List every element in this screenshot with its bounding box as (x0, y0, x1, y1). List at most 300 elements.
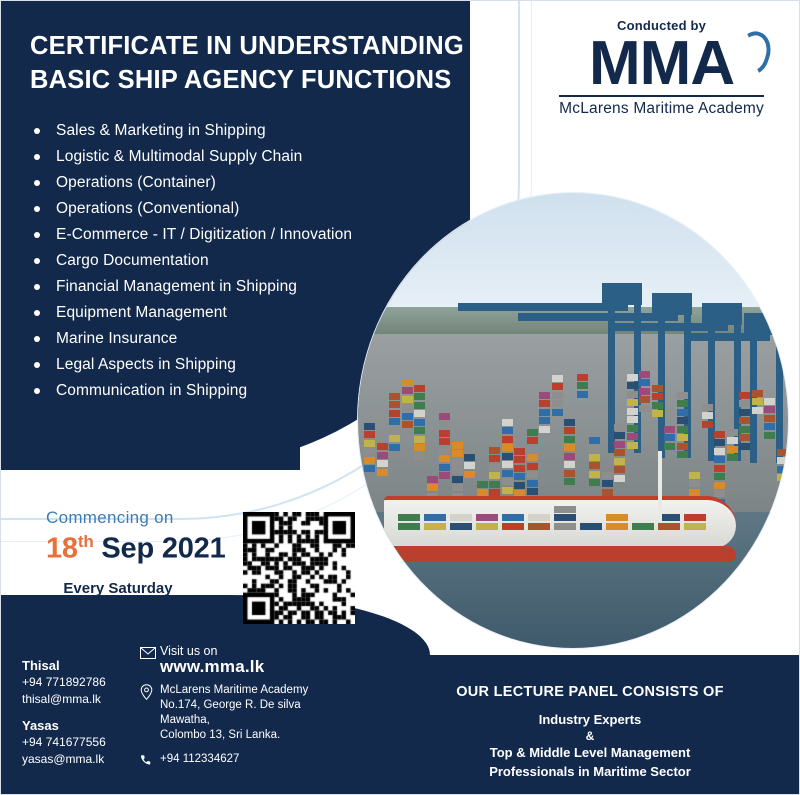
container-box (752, 398, 763, 405)
container-box (502, 427, 513, 434)
container-box (614, 458, 625, 465)
container-box (364, 457, 375, 464)
page-title (30, 30, 500, 97)
container-box (489, 481, 500, 488)
visit-label: Visit us on (160, 644, 218, 658)
container-box (514, 448, 525, 455)
container-box (502, 419, 513, 426)
crane-leg (776, 333, 783, 463)
container-box (554, 506, 576, 513)
container-box (389, 435, 400, 442)
container-box (614, 449, 625, 456)
container-box (402, 421, 413, 428)
container-box (527, 446, 538, 453)
container-stack (702, 402, 713, 428)
container-box (664, 426, 675, 433)
container-box (614, 432, 625, 439)
container-box (764, 432, 775, 439)
contact-item (22, 657, 106, 708)
container-box (539, 400, 550, 407)
container-box (377, 443, 388, 450)
container-box (539, 417, 550, 424)
container-box (527, 454, 538, 461)
container-box (627, 382, 638, 389)
container-box (502, 461, 513, 468)
container-box (652, 410, 663, 417)
container-box (477, 489, 488, 496)
container-box (439, 430, 450, 437)
map-pin-icon (140, 683, 160, 701)
container-box (414, 436, 425, 443)
container-box (714, 448, 725, 455)
module-list-item: Cargo Documentation (30, 248, 460, 274)
container-box (764, 406, 775, 413)
container-box (627, 408, 638, 415)
container-box (739, 434, 750, 441)
container-box (564, 478, 575, 485)
container-box (627, 399, 638, 406)
container-box (752, 407, 763, 414)
container-box (652, 393, 663, 400)
container-box (639, 405, 650, 412)
mma-logo (559, 29, 764, 98)
commencing-day-suffix: th (77, 532, 94, 551)
container-box (552, 392, 563, 399)
ship-mast (658, 451, 662, 521)
container-stack (764, 396, 775, 439)
container-box (589, 437, 600, 444)
container-box (589, 479, 600, 486)
module-list-item: E-Commerce - IT / Digitization / Innovation (30, 222, 460, 248)
container-box (377, 435, 388, 442)
contact-phone[interactable]: +94 741677556 (22, 735, 106, 749)
container-box (450, 523, 472, 530)
container-box (677, 400, 688, 407)
container-box (714, 431, 725, 438)
container-box (439, 447, 450, 454)
container-box (377, 460, 388, 467)
container-box (627, 374, 638, 381)
container-stack (627, 372, 638, 449)
container-box (539, 426, 550, 433)
address-line-3: Colombo 13, Sri Lanka. (160, 729, 281, 741)
module-list-item: Operations (Container) (30, 170, 460, 196)
container-box (564, 461, 575, 468)
container-box (777, 466, 788, 473)
container-box (502, 478, 513, 485)
contact-phone[interactable]: +94 771892786 (22, 675, 106, 689)
container-box (739, 417, 750, 424)
container-box (627, 442, 638, 449)
container-box (577, 391, 588, 398)
lecture-panel-amp: & (585, 729, 595, 743)
container-box (714, 439, 725, 446)
container-box (414, 453, 425, 460)
page-title-line-1: CERTIFICATE IN UNDERSTANDING (30, 32, 464, 60)
container-box (777, 449, 788, 456)
container-box (727, 454, 738, 461)
container-box (439, 472, 450, 479)
container-box (614, 441, 625, 448)
container-box (502, 453, 513, 460)
address-row (140, 683, 350, 743)
container-box (539, 409, 550, 416)
container-box (452, 442, 463, 449)
schedule-block (58, 580, 178, 633)
container-box (439, 464, 450, 471)
ship-deck-container-stack (554, 504, 576, 530)
container-box (489, 447, 500, 454)
container-box (664, 443, 675, 450)
module-list-item: Communication in Shipping (30, 378, 460, 404)
container-box (389, 418, 400, 425)
container-stack (527, 427, 538, 495)
qr-code-icon[interactable] (243, 512, 355, 624)
container-box (452, 484, 463, 491)
container-box (464, 462, 475, 469)
ship-deck-container-stack (580, 521, 602, 530)
address-line-1: McLarens Maritime Academy (160, 684, 309, 696)
container-box (439, 413, 450, 420)
container-box (639, 396, 650, 403)
container-box (564, 436, 575, 443)
contact-email[interactable]: thisal@mma.lk (22, 692, 101, 706)
container-box (564, 419, 575, 426)
ship-deck-container-stack (424, 513, 446, 530)
container-box (627, 416, 638, 423)
commencing-block (46, 508, 226, 566)
container-box (414, 419, 425, 426)
container-box (602, 489, 613, 496)
container-box (450, 514, 472, 521)
container-box (527, 480, 538, 487)
visit-website-row[interactable] (140, 644, 350, 674)
mma-logo-subtitle: McLarens Maritime Academy (559, 95, 764, 118)
container-box (527, 488, 538, 495)
envelope-icon (140, 644, 160, 662)
container-box (739, 426, 750, 433)
container-stack (464, 452, 475, 478)
module-list-item: Sales & Marketing in Shipping (30, 118, 460, 144)
container-box (739, 409, 750, 416)
module-list-item: Financial Management in Shipping (30, 274, 460, 300)
container-box (677, 417, 688, 424)
container-box (727, 446, 738, 453)
phone-icon (140, 752, 160, 770)
container-box (752, 390, 763, 397)
schedule-duration: Duration - 4 months (60, 618, 176, 633)
contact-item (22, 717, 106, 768)
container-box (702, 404, 713, 411)
schedule-time: 9 am - 12 pm (79, 600, 157, 615)
container-box (564, 470, 575, 477)
container-box (439, 455, 450, 462)
container-box (689, 480, 700, 487)
container-box (414, 444, 425, 451)
container-box (528, 523, 550, 530)
container-box (639, 388, 650, 395)
container-box (402, 413, 413, 420)
conducted-by-label: Conducted by (617, 18, 707, 33)
container-box (777, 474, 788, 481)
container-box (727, 429, 738, 436)
container-box (714, 473, 725, 480)
container-box (689, 489, 700, 496)
container-box (452, 459, 463, 466)
container-box (527, 463, 538, 470)
ship-deck-container-stack (476, 513, 498, 530)
container-box (502, 487, 513, 494)
commencing-month-year: Sep 2021 (101, 532, 226, 565)
container-box (564, 453, 575, 460)
container-box (714, 465, 725, 472)
container-box (689, 472, 700, 479)
container-box (677, 409, 688, 416)
container-box (577, 374, 588, 381)
container-box (702, 412, 713, 419)
container-box (424, 523, 446, 530)
container-box (424, 514, 446, 521)
container-box (577, 382, 588, 389)
lecture-panel-line-1: Industry Experts (538, 712, 642, 727)
container-box (702, 421, 713, 428)
contact-list (22, 657, 106, 777)
crane-house (744, 313, 784, 335)
module-list-item: Legal Aspects in Shipping (30, 352, 460, 378)
container-stack (502, 417, 513, 494)
container-stack (552, 373, 563, 416)
container-box (452, 476, 463, 483)
container-box (377, 452, 388, 459)
container-box (627, 433, 638, 440)
container-box (727, 437, 738, 444)
container-stack (439, 411, 450, 479)
module-list-item: Marine Insurance (30, 326, 460, 352)
module-list-item: Equipment Management (30, 300, 460, 326)
container-stack (364, 421, 375, 472)
container-box (677, 434, 688, 441)
container-box (589, 462, 600, 469)
container-box (606, 523, 628, 530)
container-box (677, 392, 688, 399)
container-box (489, 464, 500, 471)
container-stack (752, 388, 763, 414)
container-box (389, 444, 400, 451)
container-box (589, 454, 600, 461)
container-box (414, 410, 425, 417)
container-box (602, 472, 613, 479)
container-box (677, 451, 688, 458)
container-stack (564, 417, 575, 485)
crane-house (652, 293, 692, 315)
container-box (652, 402, 663, 409)
container-box (502, 444, 513, 451)
page-title-line-2: BASIC SHIP AGENCY FUNCTIONS (30, 65, 452, 94)
container-box (677, 443, 688, 450)
crane-house (702, 303, 742, 325)
container-box (739, 443, 750, 450)
container-stack (727, 427, 738, 461)
office-phone[interactable]: +94 112334627 (160, 753, 240, 765)
container-box (452, 450, 463, 457)
container-box (652, 385, 663, 392)
container-box (527, 437, 538, 444)
container-box (414, 427, 425, 434)
container-box (606, 514, 628, 521)
container-box (364, 448, 375, 455)
container-box (464, 471, 475, 478)
website-url[interactable]: www.mma.lk (160, 657, 265, 676)
container-box (739, 400, 750, 407)
ship-deck-container-stack (502, 513, 524, 530)
commencing-day: 18 (46, 532, 78, 565)
container-box (452, 467, 463, 474)
container-stack (577, 372, 588, 398)
module-list-item: Logistic & Multimodal Supply Chain (30, 144, 460, 170)
container-box (564, 444, 575, 451)
mma-logo-text: MMA (589, 29, 735, 98)
container-box (489, 489, 500, 496)
container-box (564, 427, 575, 434)
container-box (639, 379, 650, 386)
container-box (627, 425, 638, 432)
container-box (377, 469, 388, 476)
container-box (502, 514, 524, 521)
container-box (476, 514, 498, 521)
container-box (364, 423, 375, 430)
visit-info (140, 644, 350, 779)
container-box (389, 410, 400, 417)
container-box (514, 456, 525, 463)
ship-deck-container-stack (450, 513, 472, 530)
commencing-label: Commencing on (46, 508, 174, 527)
contact-email[interactable]: yasas@mma.lk (22, 752, 105, 766)
container-box (589, 471, 600, 478)
container-box (777, 457, 788, 464)
container-box (398, 514, 420, 521)
container-box (514, 482, 525, 489)
module-list-item: Operations (Conventional) (30, 196, 460, 222)
ship-deck-container-stack (528, 513, 550, 530)
module-list (30, 118, 460, 404)
container-box (684, 523, 706, 530)
container-box (614, 466, 625, 473)
container-box (439, 421, 450, 428)
container-box (614, 475, 625, 482)
container-box (714, 490, 725, 497)
container-box (552, 383, 563, 390)
container-box (398, 523, 420, 530)
container-box (658, 523, 680, 530)
container-box (514, 473, 525, 480)
container-box (489, 455, 500, 462)
container-box (514, 465, 525, 472)
container-box (464, 454, 475, 461)
container-box (632, 523, 654, 530)
container-box (402, 404, 413, 411)
container-box (427, 476, 438, 483)
ship-deck-container-stack (606, 513, 628, 530)
container-box (639, 371, 650, 378)
container-box (528, 514, 550, 521)
container-box (539, 392, 550, 399)
container-box (714, 456, 725, 463)
container-box (552, 400, 563, 407)
ship-deck-container-stack (632, 521, 654, 530)
lecture-panel-title: OUR LECTURE PANEL CONSISTS OF (456, 684, 724, 700)
container-box (489, 472, 500, 479)
contact-name: Yasas (22, 718, 59, 733)
container-box (502, 523, 524, 530)
container-stack (677, 390, 688, 458)
lecture-panel-line-2: Top & Middle Level Management (489, 745, 691, 760)
container-box (502, 436, 513, 443)
ship-waterline (384, 546, 737, 562)
crane-house (602, 283, 642, 305)
container-box (764, 398, 775, 405)
container-box (589, 445, 600, 452)
contact-name: Thisal (22, 658, 60, 673)
container-stack (714, 429, 725, 506)
container-box (427, 484, 438, 491)
container-box (554, 523, 576, 530)
container-stack (739, 390, 750, 450)
lecture-panel-line-3: Professionals in Maritime Sector (489, 764, 691, 779)
container-box (627, 391, 638, 398)
container-box (552, 409, 563, 416)
container-box (684, 514, 706, 521)
address-line-2: No.174, George R. De silva Mawatha, (160, 699, 301, 726)
container-stack (589, 435, 600, 486)
container-box (677, 426, 688, 433)
container-box (664, 434, 675, 441)
container-box (602, 480, 613, 487)
container-box (552, 375, 563, 382)
container-stack (652, 383, 663, 417)
container-box (527, 471, 538, 478)
container-stack (539, 390, 550, 433)
container-box (477, 481, 488, 488)
ship-deck-container-stack (684, 513, 706, 530)
container-box (476, 523, 498, 530)
container-stack (377, 433, 388, 476)
container-box (364, 440, 375, 447)
container-box (580, 523, 602, 530)
container-box (764, 415, 775, 422)
container-box (739, 392, 750, 399)
container-box (439, 438, 450, 445)
container-box (364, 465, 375, 472)
lecture-panel-block (380, 684, 800, 781)
container-box (554, 514, 576, 521)
container-box (714, 482, 725, 489)
schedule-title: Every Saturday (63, 580, 173, 597)
container-box (614, 424, 625, 431)
container-box (364, 431, 375, 438)
container-box (764, 423, 775, 430)
container-stack (777, 447, 788, 481)
office-phone-row[interactable] (140, 752, 350, 770)
container-box (389, 427, 400, 434)
conducted-by-block (559, 18, 764, 118)
container-stack (664, 424, 675, 450)
container-box (502, 470, 513, 477)
ship-deck-container-stack (398, 513, 420, 530)
container-stack (614, 422, 625, 482)
container-box (527, 429, 538, 436)
commencing-date (46, 532, 226, 566)
container-stack (639, 369, 650, 412)
